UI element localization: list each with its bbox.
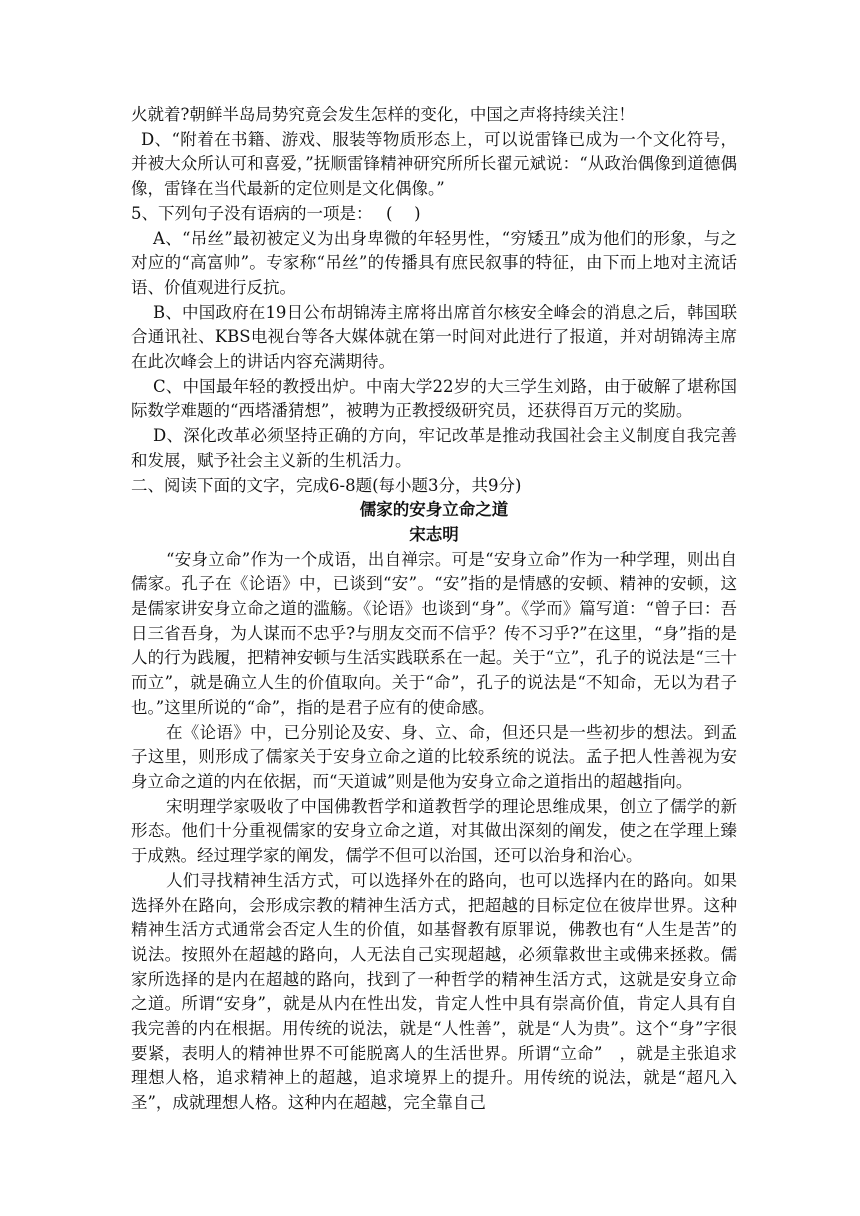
question-4-option-d: D、“附着在书籍、游戏、服装等物质形态上，可以说雷锋已成为一个文化符号，并被大众所认可和喜爱，”抚顺雷锋精神研究所所长翟元斌说：“从政治偶像到道德偶像，雷锋在当代最新的定位则是文化偶像。” [131,129,737,199]
article-author: 宋志明 [409,524,459,544]
document-page [131,103,737,1116]
question-5-option-c: C、中国最年轻的教授出炉。中南大学22岁的大三学生刘路，由于破解了堪称国际数学难题的“西塔潘猜想”，被聘为正教授级研究员，还获得百万元的奖励。 [131,376,737,421]
article-paragraph-3: 宋明理学家吸收了中国佛教哲学和道教哲学的理论思维成果，创立了儒学的新形态。他们十分重视儒家的安身立命之道，对其做出深刻的阐发，使之在学理上臻于成熟。经过理学家的阐发，儒学不但可以治国，还可以治身和治心。 [131,796,737,866]
question-5-option-b: B、中国政府在19日公布胡锦涛主席将出席首尔核安全峰会的消息之后，韩国联合通讯社、KBS电视台等各大媒体就在第一时间对此进行了报道，并对胡锦涛主席在此次峰会上的讲话内容充满期待。 [131,302,737,372]
article-paragraph-1: “安身立命”作为一个成语，出自禅宗。可是“安身立命”作为一种学理，则出自儒家。孔子在《论语》中，已谈到“安”。“安”指的是情感的安顿、精神的安顿，这是儒家讲安身立命之道的滥觞。《论语》也谈到“身”。《学而》篇写道：“曾子曰：吾日三省吾身，为人谋而不忠乎?与朋友交而不信乎？传不习乎?”在这里，“身”指的是人的行为践履，把精神安顿与生活实践联系在一起。关于“立”，孔子的说法是“三十而立”，就是确立人生的价值取向。关于“命”，孔子的说法是“不知命，无以为君子也。”这里所说的“命”，指的是君子应有的使命感。 [131,549,737,717]
intro-paragraph: 火就着?朝鲜半岛局势究竟会发生怎样的变化，中国之声将持续关注！ [131,105,635,124]
article-paragraph-2: 在《论语》中，已分别论及安、身、立、命，但还只是一些初步的想法。到孟子这里，则形成了儒家关于安身立命之道的比较系统的说法。孟子把人性善视为安身立命之道的内在依据，而“天道诚”则是他为安身立命之道指出的超越指向。 [131,722,737,791]
section-2-heading: 二、阅读下面的文字，完成6-8题(每小题3分，共9分) [131,475,522,495]
question-5-option-a: A、“吊丝”最初被定义为出身卑微的年轻男性，“穷矮丑”成为他们的形象，与之对应的“高富帅”。专家称“吊丝”的传播具有庶民叙事的特征，由下而上地对主流话语、价值观进行反抗。 [131,228,737,297]
article-title: 儒家的安身立命之道 [359,500,509,520]
question-5-option-d: D、深化改革必须坚持正确的方向，牢记改革是推动我国社会主义制度自我完善和发展，赋予社会主义新的生机活力。 [131,426,737,470]
article-paragraph-4: 人们寻找精神生活方式，可以选择外在的路向，也可以选择内在的路向。如果选择外在路向，会形成宗教的精神生活方式，把超越的目标定位在彼岸世界。这种精神生活方式通常会否定人生的价值，如基督教有原罪说，佛教也有“人生是苦”的说法。按照外在超越的路向，人无法自己实现超越，必须靠救世主或佛来拯救。儒家所选择的是内在超越的路向，找到了一种哲学的精神生活方式，这就是安身立命之道。所谓“安身”，就是从内在性出发，肯定人性中具有崇高价值，肯定人具有自我完善的内在根据。用传统的说法，就是“人性善”，就是“人为贵”。这个“身”字很要紧，表明人的精神世界不可能脱离人的生活世界。所谓“立命” ，就是主张追求理想人格，追求精神上的超越，追求境界上的提升。用传统的说法，就是“超凡入圣”，成就理想人格。这种内在超越，完全靠自己 [131,870,737,1113]
question-5-stem: 5、下列句子没有语病的一项是： ( ) [131,203,421,223]
